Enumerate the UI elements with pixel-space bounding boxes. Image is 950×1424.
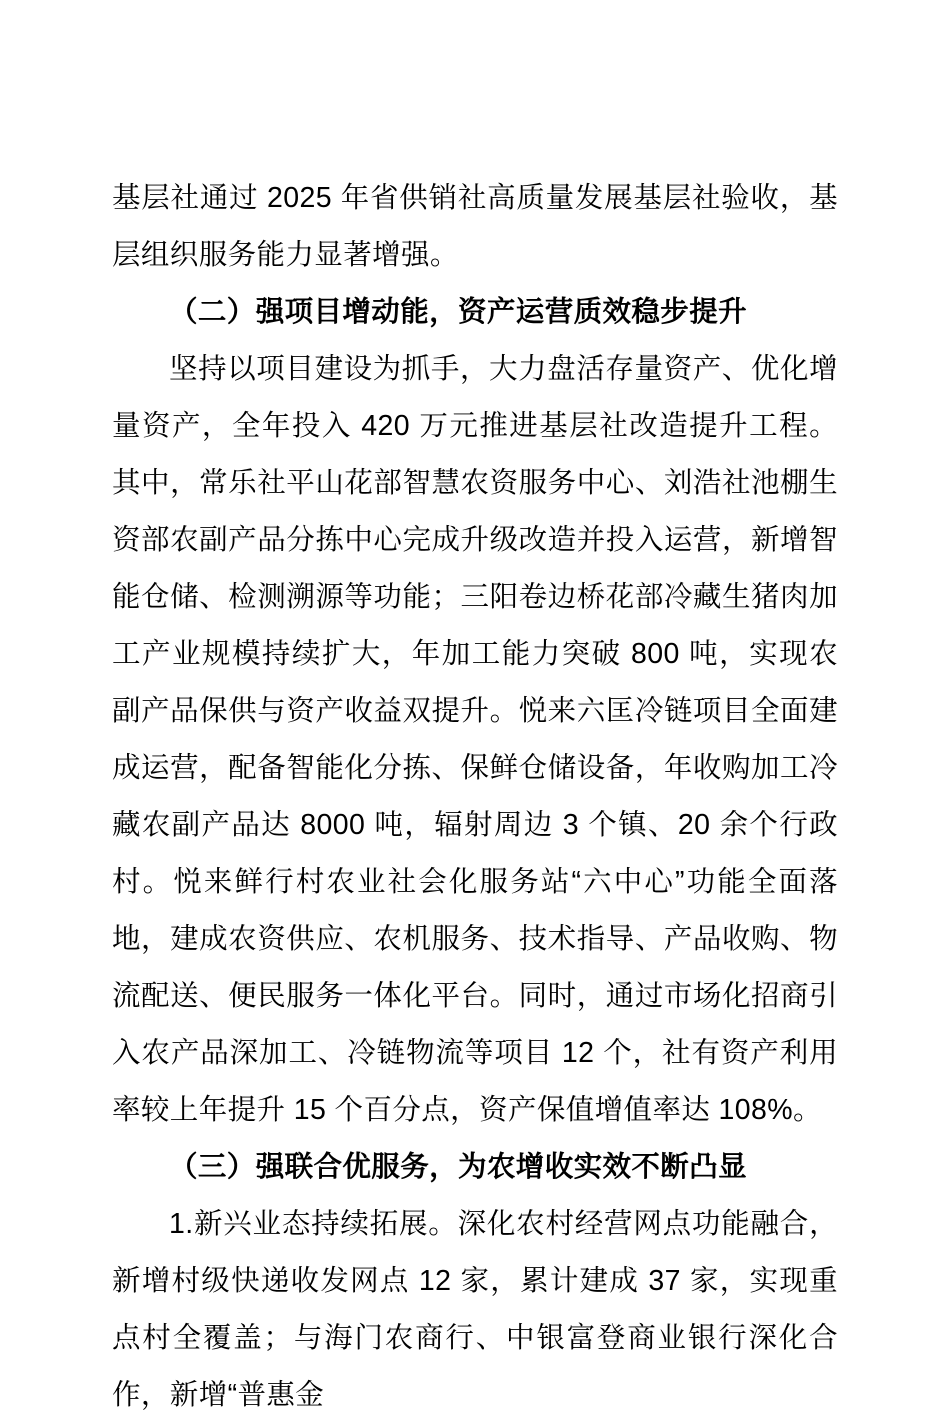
paragraph-continuation: 基层社通过 2025 年省供销社高质量发展基层社验收，基层组织服务能力显著增强。 bbox=[112, 182, 838, 271]
section-heading-three: （三）强联合优服务，为农增收实效不断凸显 bbox=[169, 1151, 748, 1183]
paragraph-new-business: 1.新兴业态持续拓展。深化农村经营网点功能融合，新增村级快递收发网点 12 家，累计建成 37 家，实现重点村全覆盖；与海门农商行、中银富登商业银行深化合作，新增“普惠金 bbox=[112, 1208, 838, 1411]
document-body bbox=[112, 170, 838, 1424]
paragraph-project-development: 坚持以项目建设为抓手，大力盘活存量资产、优化增量资产，全年投入 420 万元推进基层社改造提升工程。其中，常乐社平山花部智慧农资服务中心、刘浩社池棚生资部农副产品分拣中心完成升级改造并投入运营，新增智能仓储、检测溯源等功能；三阳卷边桥花部冷藏生猪肉加工产业规模持续扩大，年加工能力突破 800 吨，实现农副产品保供与资产收益双提升。悦来六匡冷链项目全面建成运营，配备智能化分拣、保鲜仓储设备，年收购加工冷藏农副产品达 8000 吨，辐射周边 3 个镇、20 余个行政村。悦来鲜行村农业社会化服务站“六中心”功能全面落地，建成农资供应、农机服务、技术指导、产品收购、物流配送、便民服务一体化平台。同时，通过市场化招商引入农产品深加工、冷链物流等项目 12 个，社有资产利用率较上年提升 15 个百分点，资产保值增值率达 108%。 bbox=[112, 353, 838, 1126]
section-heading-two: （二）强项目增动能，资产运营质效稳步提升 bbox=[169, 296, 748, 328]
